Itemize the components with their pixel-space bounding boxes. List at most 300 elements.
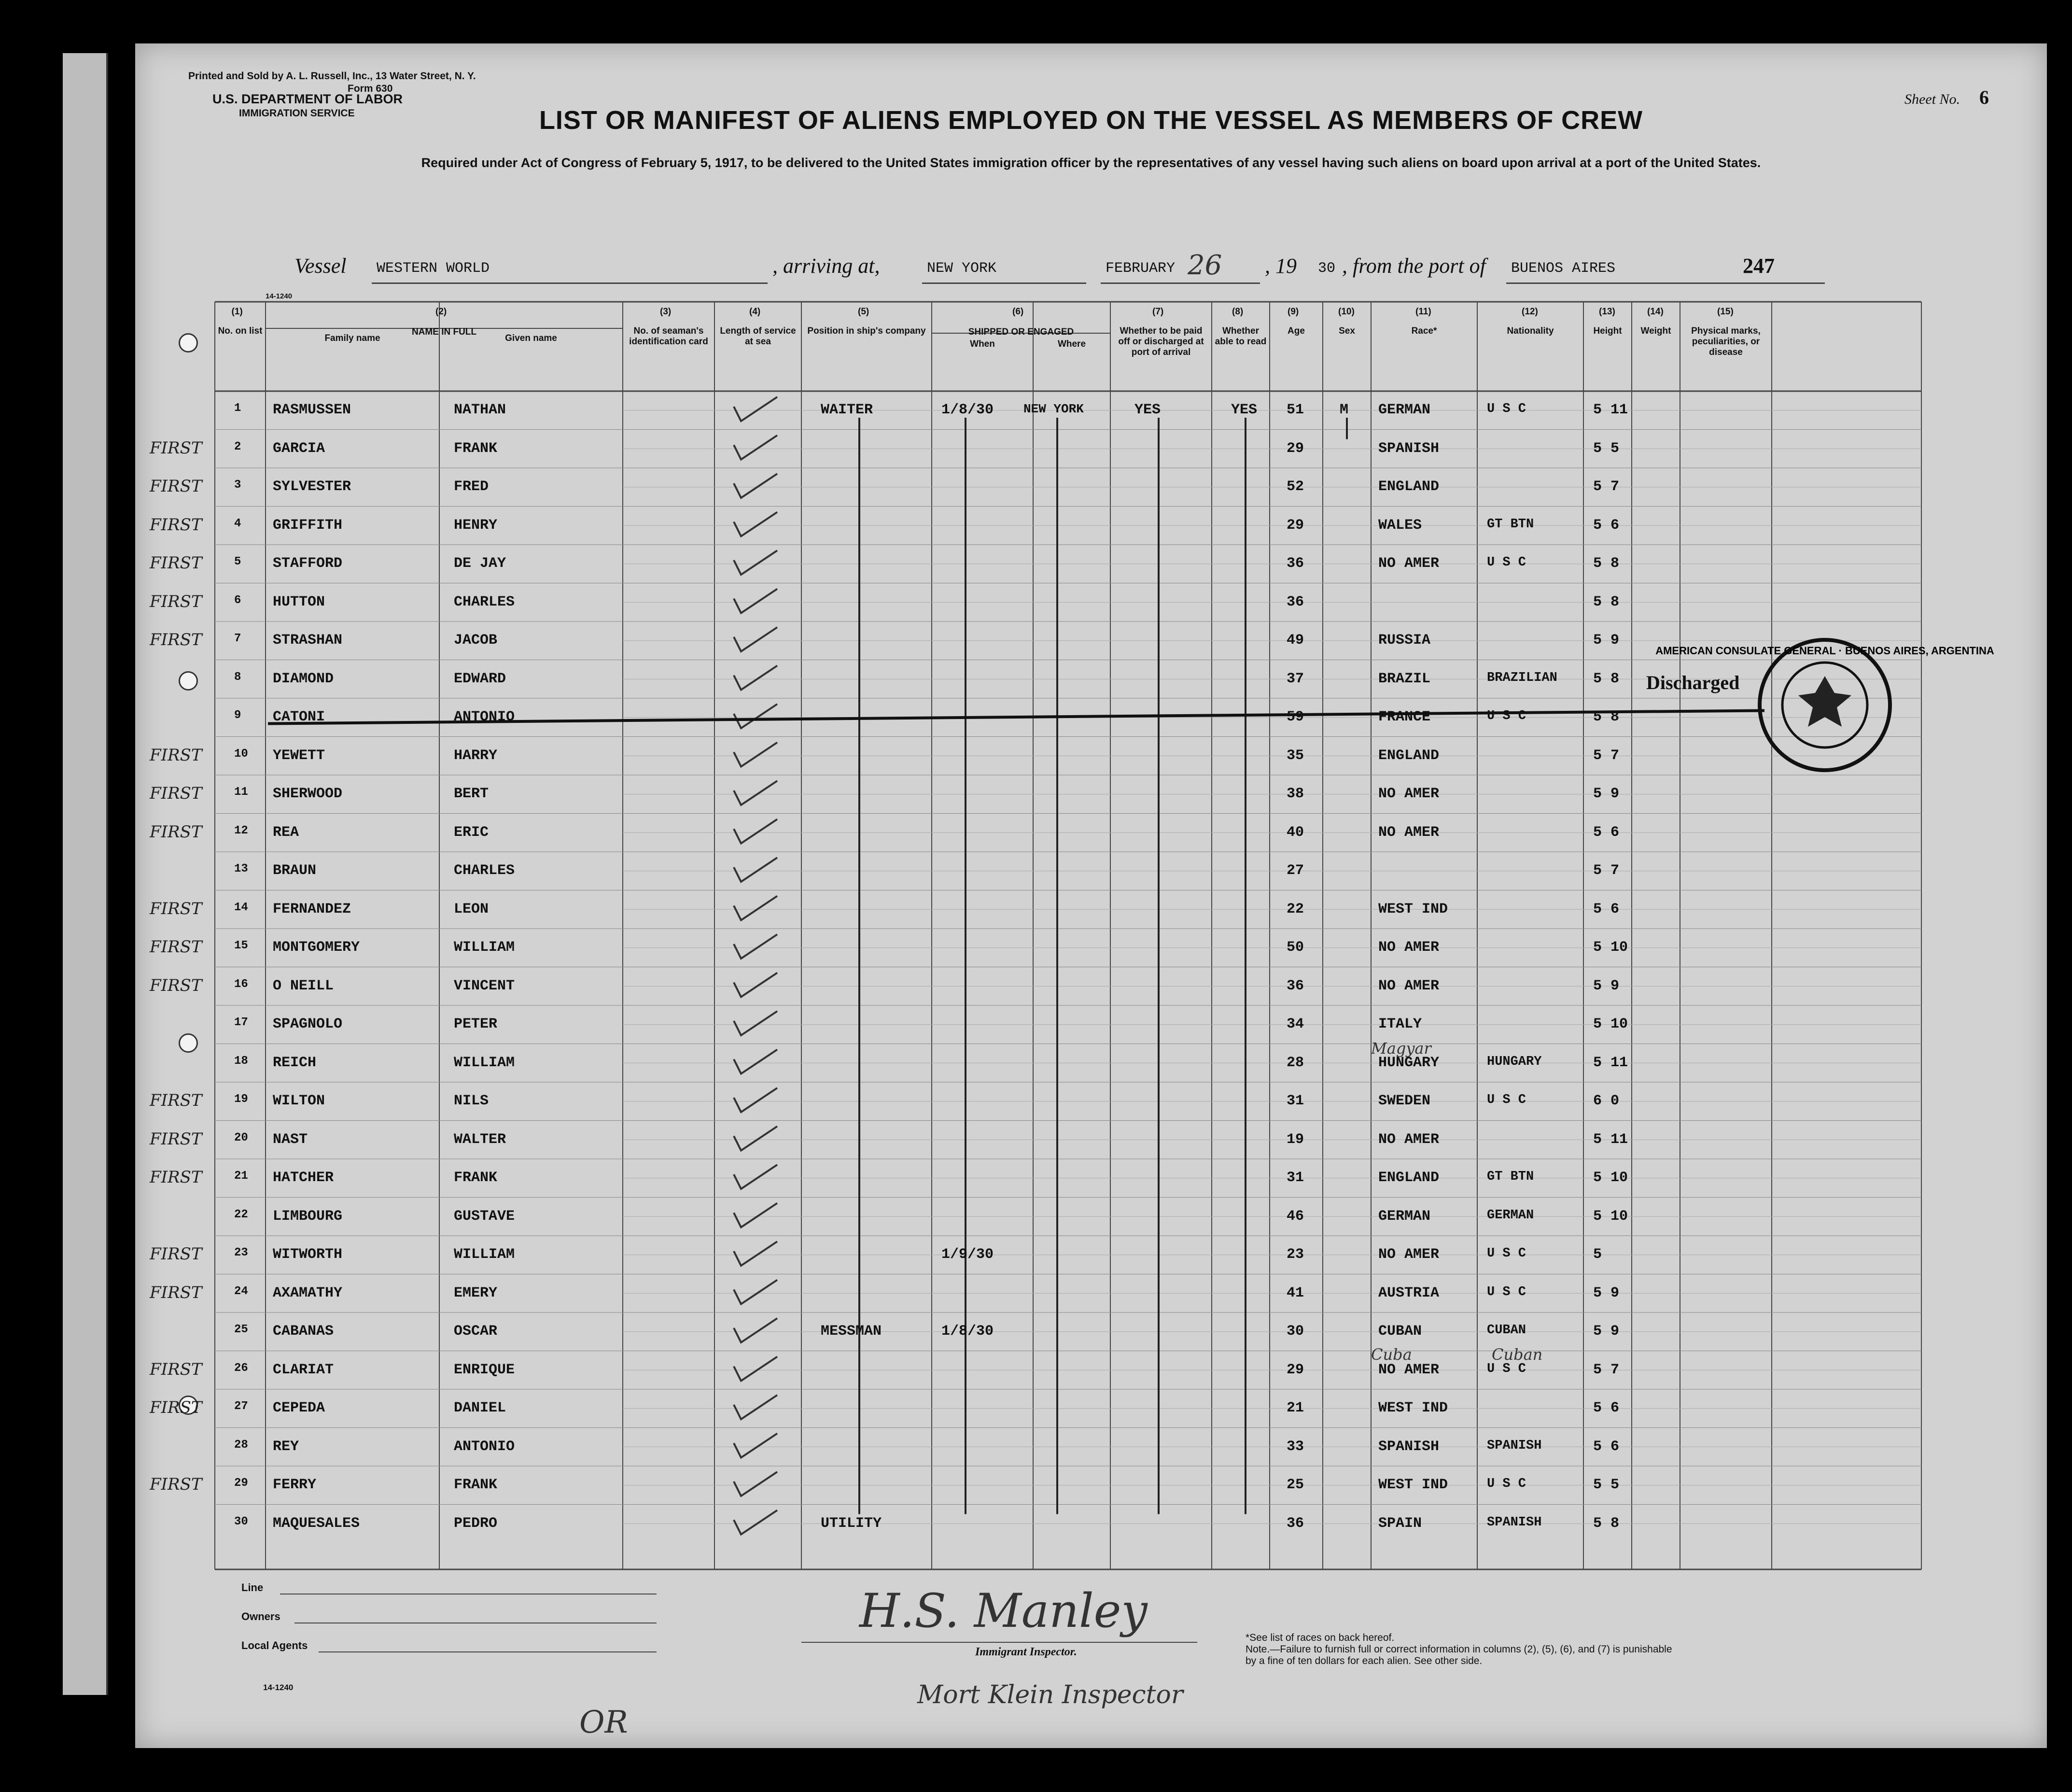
height: 5 8 xyxy=(1593,555,1620,572)
margin-annotation: FIRST xyxy=(150,975,202,995)
nationality: U S C xyxy=(1487,709,1526,723)
margin-annotation: FIRST xyxy=(150,745,202,765)
height: 5 8 xyxy=(1593,1515,1620,1532)
stamp-number: 247 xyxy=(1743,254,1775,278)
column-header-c12: Nationality xyxy=(1507,326,1554,336)
given-name: PETER xyxy=(454,1016,498,1032)
family-name: GARCIA xyxy=(273,440,325,457)
family-name: MAQUESALES xyxy=(273,1515,360,1532)
age: 40 xyxy=(1287,824,1304,841)
given-name: CHARLES xyxy=(454,593,515,610)
margin-annotation: FIRST xyxy=(150,1244,202,1264)
family-name: WILTON xyxy=(273,1093,325,1109)
check-mark xyxy=(734,896,777,920)
age: 41 xyxy=(1287,1284,1304,1301)
column-number-c7: (7) xyxy=(1152,307,1164,317)
height: 5 8 xyxy=(1593,670,1620,687)
discharged-stamp-word: Discharged xyxy=(1646,672,1740,693)
column-header-c8: Whether able to read xyxy=(1215,326,1267,347)
family-name: GRIFFITH xyxy=(273,517,343,534)
column-number-c13: (13) xyxy=(1599,307,1615,317)
family-name: REA xyxy=(273,824,299,841)
height: 5 7 xyxy=(1593,1361,1620,1378)
position: MESSMAN xyxy=(821,1323,882,1340)
column-header-given: Given name xyxy=(505,333,557,343)
footer-owners-label: Owners xyxy=(241,1610,280,1623)
family-name: AXAMATHY xyxy=(273,1284,343,1301)
height: 5 6 xyxy=(1593,824,1620,841)
column-header-c4: Length of service at sea xyxy=(720,326,796,347)
age: 36 xyxy=(1287,1515,1304,1532)
height: 5 8 xyxy=(1593,709,1620,725)
given-name: NILS xyxy=(454,1093,489,1109)
column-number-c8: (8) xyxy=(1232,307,1244,317)
race: BRAZIL xyxy=(1378,670,1431,687)
given-name: WILLIAM xyxy=(454,1054,515,1071)
check-mark xyxy=(734,704,777,728)
race-correction-18: Magyar xyxy=(1371,1039,1431,1058)
margin-annotation: FIRST xyxy=(150,1091,202,1110)
signature-underline xyxy=(801,1642,1197,1643)
given-name: FRANK xyxy=(454,1477,498,1493)
race: AUSTRIA xyxy=(1378,1284,1440,1301)
nationality: U S C xyxy=(1487,1477,1526,1491)
height: 5 6 xyxy=(1593,1400,1620,1416)
family-name: MONTGOMERY xyxy=(273,939,360,956)
family-name: STAFFORD xyxy=(273,555,343,572)
margin-annotation: FIRST xyxy=(150,899,202,918)
height: 5 5 xyxy=(1593,1477,1620,1493)
height: 5 11 xyxy=(1593,402,1628,418)
check-mark xyxy=(734,666,777,690)
arrival-month: FEBRUARY xyxy=(1106,260,1176,277)
column-number-c6: (6) xyxy=(1012,307,1024,317)
row-number: 9 xyxy=(234,709,241,722)
column-number-c15: (15) xyxy=(1717,307,1734,317)
from-label: , from the port of xyxy=(1342,254,1486,278)
height: 5 xyxy=(1593,1246,1602,1263)
inspector-note: Mort Klein Inspector xyxy=(917,1680,1183,1709)
family-name: HATCHER xyxy=(273,1170,334,1186)
family-name: DIAMOND xyxy=(273,670,334,687)
race: ENGLAND xyxy=(1378,479,1440,495)
check-mark xyxy=(734,858,777,882)
given-name: ENRIQUE xyxy=(454,1361,515,1378)
age: 51 xyxy=(1287,402,1304,418)
family-name: SPAGNOLO xyxy=(273,1016,343,1032)
age: 33 xyxy=(1287,1438,1304,1455)
given-name: ANTONIO xyxy=(454,709,515,725)
family-name: O NEILL xyxy=(273,977,334,994)
race: SPANISH xyxy=(1378,440,1440,457)
column-number-c14: (14) xyxy=(1647,307,1664,317)
height: 5 10 xyxy=(1593,1170,1628,1186)
margin-annotation: FIRST xyxy=(150,1398,202,1417)
check-mark xyxy=(734,1510,777,1535)
family-name: NAST xyxy=(273,1131,308,1148)
age: 34 xyxy=(1287,1016,1304,1032)
shipped-when: 1/8/30 xyxy=(941,1323,994,1340)
check-mark xyxy=(734,512,777,536)
check-mark xyxy=(734,627,777,651)
age: 19 xyxy=(1287,1131,1304,1148)
check-mark xyxy=(734,781,777,805)
able-to-read: YES xyxy=(1231,402,1258,418)
seal-text: AMERICAN CONSULATE GENERAL · BUENOS AIRES, ARGENTINA xyxy=(1655,645,1994,657)
race: NO AMER xyxy=(1378,939,1440,956)
race: SPAIN xyxy=(1378,1515,1422,1532)
column-number-c4: (4) xyxy=(749,307,761,317)
height: 5 11 xyxy=(1593,1131,1628,1148)
race: NO AMER xyxy=(1378,824,1440,841)
age: 22 xyxy=(1287,901,1304,917)
check-mark xyxy=(734,1280,777,1304)
check-mark xyxy=(734,1011,777,1035)
footer-form-code: 14-1240 xyxy=(263,1683,294,1692)
check-mark xyxy=(734,1472,777,1496)
family-name: RASMUSSEN xyxy=(273,402,351,418)
family-name: REY xyxy=(273,1438,299,1455)
nationality: GT BTN xyxy=(1487,1170,1534,1184)
footnote-penalty: Note.—Failure to furnish full or correct information in columns (2), (5), (6), and (7) is punishable by a fine of ten dollars for each alien. See other side. xyxy=(1246,1644,1672,1666)
family-name: REICH xyxy=(273,1054,317,1071)
family-name: CABANAS xyxy=(273,1323,334,1340)
age: 31 xyxy=(1287,1093,1304,1109)
margin-annotation: FIRST xyxy=(150,822,202,842)
row-number: 4 xyxy=(234,517,241,530)
margin-annotation: FIRST xyxy=(150,937,202,957)
check-mark xyxy=(734,397,777,421)
check-mark xyxy=(734,1395,777,1419)
column-number-c3: (3) xyxy=(660,307,672,317)
nationality: U S C xyxy=(1487,1284,1526,1299)
height: 5 9 xyxy=(1593,1323,1620,1340)
inspector-label: Immigrant Inspector. xyxy=(975,1646,1077,1658)
check-mark xyxy=(734,819,777,844)
margin-annotation: FIRST xyxy=(150,630,202,649)
check-mark xyxy=(734,1203,777,1228)
height: 5 7 xyxy=(1593,747,1620,764)
nationality: U S C xyxy=(1487,555,1526,570)
row-number: 16 xyxy=(234,977,248,991)
year-suffix: 30 xyxy=(1318,260,1336,277)
nationality-correction-26: Cuban xyxy=(1492,1345,1543,1364)
age: 36 xyxy=(1287,555,1304,572)
given-name: FRED xyxy=(454,479,489,495)
age: 46 xyxy=(1287,1208,1304,1225)
nationality: HUNGARY xyxy=(1487,1054,1542,1069)
column-number-c1: (1) xyxy=(231,307,243,317)
given-name: LEON xyxy=(454,901,489,917)
given-name: WILLIAM xyxy=(454,1246,515,1263)
race: NO AMER xyxy=(1378,1361,1440,1378)
race: ITALY xyxy=(1378,1016,1422,1032)
height: 5 8 xyxy=(1593,593,1620,610)
given-name: JACOB xyxy=(454,632,498,649)
race: ENGLAND xyxy=(1378,747,1440,764)
printer-line: Printed and Sold by A. L. Russell, Inc., 13 Water Street, N. Y. xyxy=(188,71,476,82)
margin-annotation: FIRST xyxy=(150,1168,202,1187)
nationality: U S C xyxy=(1487,402,1526,416)
height: 5 7 xyxy=(1593,479,1620,495)
family-name: BRAUN xyxy=(273,862,317,879)
height: 5 6 xyxy=(1593,901,1620,917)
race: NO AMER xyxy=(1378,1246,1440,1263)
departure-port: BUENOS AIRES xyxy=(1511,260,1616,277)
check-mark xyxy=(734,1088,777,1112)
row-number: 22 xyxy=(234,1208,248,1221)
height: 6 0 xyxy=(1593,1093,1620,1109)
race: NO AMER xyxy=(1378,977,1440,994)
family-name: YEWETT xyxy=(273,747,325,764)
column-header-c2: NAME IN FULL xyxy=(411,327,477,337)
column-number-c11: (11) xyxy=(1415,307,1431,317)
family-name: STRASHAN xyxy=(273,632,343,649)
age: 27 xyxy=(1287,862,1304,879)
row-number: 14 xyxy=(234,901,248,914)
column-header-where: Where xyxy=(1057,339,1086,349)
row-number: 17 xyxy=(234,1016,248,1029)
nationality: U S C xyxy=(1487,1361,1526,1376)
row-number: 29 xyxy=(234,1477,248,1490)
age: 36 xyxy=(1287,593,1304,610)
sheet-number-value: 6 xyxy=(1979,86,1989,108)
page-title: LIST OR MANIFEST OF ALIENS EMPLOYED ON THE VESSEL AS MEMBERS OF CREW xyxy=(539,106,1643,135)
check-mark xyxy=(734,934,777,959)
age: 29 xyxy=(1287,517,1304,534)
footer-line-label: Line xyxy=(241,1581,264,1594)
age: 49 xyxy=(1287,632,1304,649)
height: 5 7 xyxy=(1593,862,1620,879)
height: 5 5 xyxy=(1593,440,1620,457)
age: 31 xyxy=(1287,1170,1304,1186)
given-name: FRANK xyxy=(454,440,498,457)
shipped-when: 1/9/30 xyxy=(941,1246,994,1263)
nationality: GERMAN xyxy=(1487,1208,1534,1223)
given-name: OSCAR xyxy=(454,1323,498,1340)
check-mark xyxy=(734,973,777,997)
check-mark xyxy=(734,1357,777,1381)
row-number: 12 xyxy=(234,824,248,837)
age: 52 xyxy=(1287,479,1304,495)
column-number-c12: (12) xyxy=(1522,307,1538,317)
row-number: 1 xyxy=(234,402,241,415)
row-number: 19 xyxy=(234,1093,248,1106)
row-number: 27 xyxy=(234,1400,248,1413)
paid-off: YES xyxy=(1134,402,1161,418)
check-mark xyxy=(734,1127,777,1151)
footer-agents-underline xyxy=(319,1651,657,1652)
row-number: 3 xyxy=(234,479,241,492)
column-header-c10: Sex xyxy=(1339,326,1355,336)
vessel-name: WESTERN WORLD xyxy=(377,260,490,277)
given-name: WALTER xyxy=(454,1131,506,1148)
check-mark xyxy=(734,1242,777,1266)
check-mark xyxy=(734,1050,777,1074)
family-name: CEPEDA xyxy=(273,1400,325,1416)
row-number: 20 xyxy=(234,1131,248,1144)
height: 5 10 xyxy=(1593,1016,1628,1032)
height: 5 11 xyxy=(1593,1054,1628,1071)
margin-annotation: FIRST xyxy=(150,477,202,496)
height: 5 9 xyxy=(1593,1284,1620,1301)
column-header-c6: SHIPPED OR ENGAGED xyxy=(968,327,1074,337)
row-number: 11 xyxy=(234,786,248,799)
column-header-c5: Position in ship's company xyxy=(807,326,926,336)
family-name: CLARIAT xyxy=(273,1361,334,1378)
race: NO AMER xyxy=(1378,1131,1440,1148)
row-number: 30 xyxy=(234,1515,248,1528)
margin-annotation: FIRST xyxy=(150,1283,202,1302)
age: 30 xyxy=(1287,1323,1304,1340)
shipped-when: 1/8/30 xyxy=(941,402,994,418)
age: 29 xyxy=(1287,440,1304,457)
column-header-c11: Race* xyxy=(1411,326,1437,336)
row-number: 2 xyxy=(234,440,241,453)
height: 5 9 xyxy=(1593,786,1620,802)
age: 37 xyxy=(1287,670,1304,687)
age: 28 xyxy=(1287,1054,1304,1071)
column-header-c7: Whether to be paid off or discharged at port of arrival xyxy=(1118,326,1204,357)
row-number: 28 xyxy=(234,1438,248,1452)
family-name: CATONI xyxy=(273,709,325,725)
nationality: U S C xyxy=(1487,1093,1526,1107)
column-header-c15: Physical marks, peculiarities, or disease xyxy=(1691,326,1761,357)
given-name: DANIEL xyxy=(454,1400,506,1416)
margin-annotation: FIRST xyxy=(150,1359,202,1379)
given-name: HARRY xyxy=(454,747,498,764)
arrival-port: NEW YORK xyxy=(927,260,997,277)
row-number: 8 xyxy=(234,670,241,684)
race: SWEDEN xyxy=(1378,1093,1431,1109)
margin-annotation: FIRST xyxy=(150,515,202,535)
check-mark xyxy=(734,589,777,613)
race: RUSSIA xyxy=(1378,632,1431,649)
height: 5 9 xyxy=(1593,632,1620,649)
given-name: BERT xyxy=(454,786,489,802)
margin-annotation: FIRST xyxy=(150,553,202,573)
check-mark xyxy=(734,743,777,767)
column-header-when: When xyxy=(970,339,995,349)
family-name: SHERWOOD xyxy=(273,786,343,802)
arrival-day: 26 xyxy=(1188,250,1222,281)
race: CUBAN xyxy=(1378,1323,1422,1340)
page-subtitle: Required under Act of Congress of February 5, 1917, to be delivered to the United States immigration officer by the representatives of any vessel having such aliens on board upon arrival at a port of the United States. xyxy=(421,155,1761,170)
bottom-mark: OR xyxy=(579,1705,628,1740)
race: WALES xyxy=(1378,517,1422,534)
row-number: 13 xyxy=(234,862,248,875)
column-header-c13: Height xyxy=(1593,326,1622,336)
check-mark xyxy=(734,550,777,575)
check-mark xyxy=(734,1165,777,1189)
age: 23 xyxy=(1287,1246,1304,1263)
age: 29 xyxy=(1287,1361,1304,1378)
given-name: EMERY xyxy=(454,1284,498,1301)
position: UTILITY xyxy=(821,1515,882,1532)
race: WEST IND xyxy=(1378,1400,1448,1416)
row-number: 24 xyxy=(234,1284,248,1298)
table-grid xyxy=(135,43,2047,1748)
family-name: FERRY xyxy=(273,1477,317,1493)
nationality: CUBAN xyxy=(1487,1323,1526,1338)
given-name: PEDRO xyxy=(454,1515,498,1532)
race-correction-26: Cuba xyxy=(1371,1345,1412,1364)
age: 35 xyxy=(1287,747,1304,764)
given-name: EDWARD xyxy=(454,670,506,687)
race: SPANISH xyxy=(1378,1438,1440,1455)
family-name: FERNANDEZ xyxy=(273,901,351,917)
column-number-c2: (2) xyxy=(435,307,447,317)
department-name: U.S. DEPARTMENT OF LABOR xyxy=(212,92,403,106)
given-name: GUSTAVE xyxy=(454,1208,515,1225)
column-header-c1: No. on list xyxy=(218,326,263,336)
race: ENGLAND xyxy=(1378,1170,1440,1186)
height: 5 10 xyxy=(1593,1208,1628,1225)
given-name: WILLIAM xyxy=(454,939,515,956)
height: 5 10 xyxy=(1593,939,1628,956)
row-number: 23 xyxy=(234,1246,248,1259)
nationality: U S C xyxy=(1487,1246,1526,1261)
check-mark xyxy=(734,436,777,460)
row-number: 10 xyxy=(234,747,248,761)
footnote xyxy=(1246,1632,1680,1667)
margin-annotation: FIRST xyxy=(150,438,202,458)
given-name: HENRY xyxy=(454,517,498,534)
race: GERMAN xyxy=(1378,402,1431,418)
row-number: 18 xyxy=(234,1054,248,1068)
form-code: 14-1240 xyxy=(266,292,293,300)
sheet-number-label: Sheet No. xyxy=(1904,91,1960,107)
nationality: SPANISH xyxy=(1487,1515,1542,1530)
column-number-c9: (9) xyxy=(1288,307,1299,317)
column-header-c14: Weight xyxy=(1640,326,1671,336)
family-name: WITWORTH xyxy=(273,1246,343,1263)
row-number: 7 xyxy=(234,632,241,645)
family-name: HUTTON xyxy=(273,593,325,610)
given-name: ERIC xyxy=(454,824,489,841)
family-name: LIMBOURG xyxy=(273,1208,343,1225)
position: WAITER xyxy=(821,402,873,418)
row-number: 5 xyxy=(234,555,241,568)
column-header-family: Family name xyxy=(324,333,380,343)
year-prefix: , 19 xyxy=(1265,254,1297,278)
column-header-c9: Age xyxy=(1288,326,1305,336)
margin-annotation: FIRST xyxy=(150,1129,202,1149)
vessel-label: Vessel xyxy=(294,254,347,278)
margin-annotation: FIRST xyxy=(150,784,202,803)
previous-page-edge xyxy=(63,53,108,1695)
arriving-label: , arriving at, xyxy=(772,254,880,278)
form-number: Form 630 xyxy=(348,83,393,94)
race: WEST IND xyxy=(1378,901,1448,917)
check-mark xyxy=(734,1434,777,1458)
nationality: SPANISH xyxy=(1487,1438,1542,1453)
footnote-races: *See list of races on back hereof. xyxy=(1246,1632,1395,1643)
age: 50 xyxy=(1287,939,1304,956)
given-name: CHARLES xyxy=(454,862,515,879)
race: GERMAN xyxy=(1378,1208,1431,1225)
row-number: 21 xyxy=(234,1170,248,1183)
manifest-sheet xyxy=(135,43,2047,1748)
given-name: DE JAY xyxy=(454,555,506,572)
age: 38 xyxy=(1287,786,1304,802)
family-name: SYLVESTER xyxy=(273,479,351,495)
age: 21 xyxy=(1287,1400,1304,1416)
column-number-c10: (10) xyxy=(1338,307,1355,317)
race: NO AMER xyxy=(1378,786,1440,802)
race: NO AMER xyxy=(1378,555,1440,572)
row-number: 15 xyxy=(234,939,248,952)
